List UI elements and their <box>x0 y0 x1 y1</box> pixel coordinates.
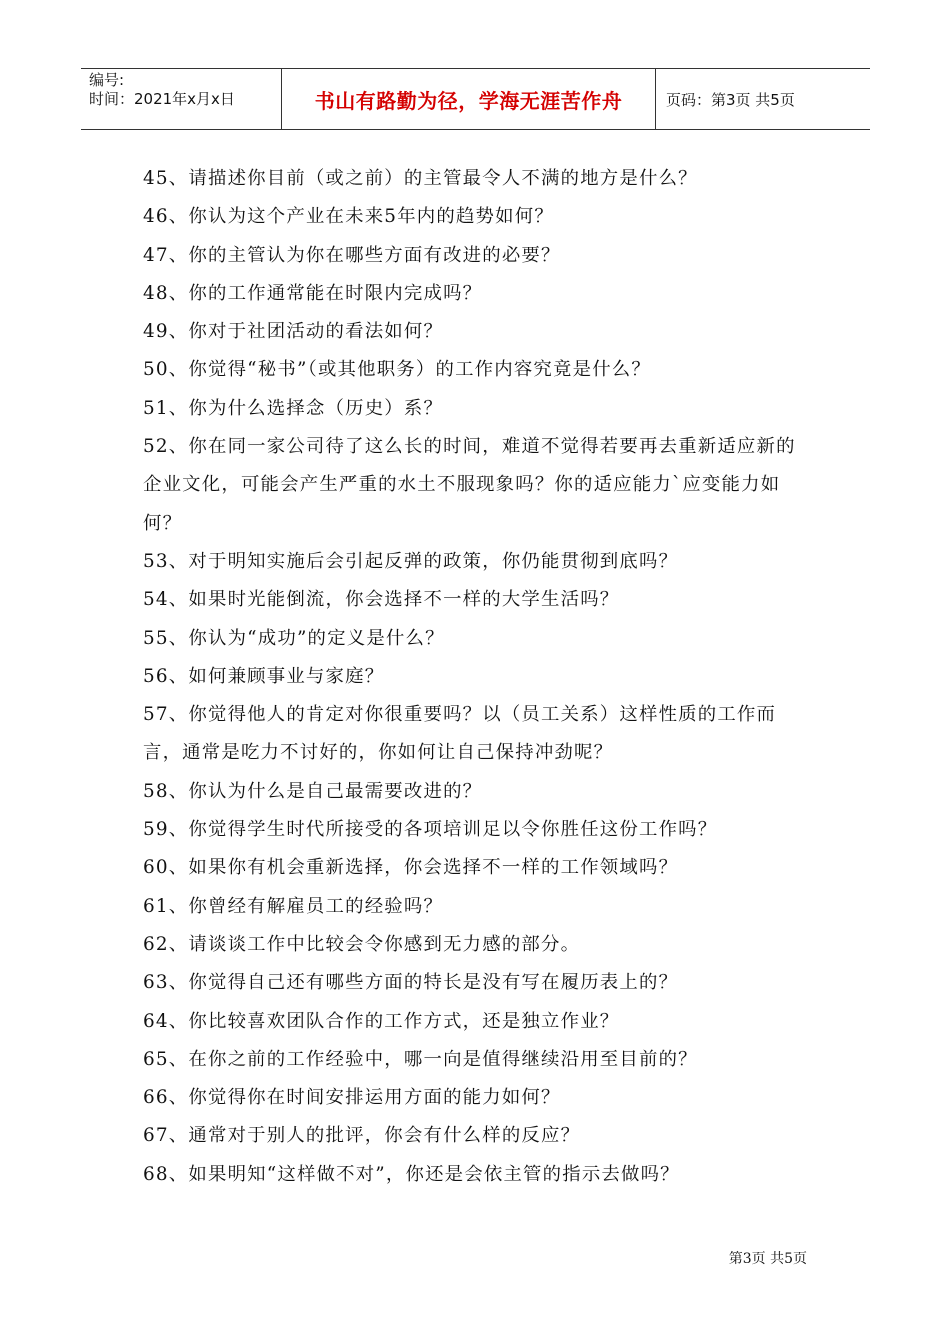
page-header <box>81 68 870 130</box>
question-item: 56、如何兼顾事业与家庭？ <box>143 665 385 687</box>
question-item: 49、你对于社团活动的看法如何？ <box>143 321 444 343</box>
question-item: 68、如果明知“这样做不对”，你还是会依主管的指示去做吗？ <box>143 1163 680 1185</box>
question-item: 63、你觉得自己还有哪些方面的特长是没有写在履历表上的？ <box>143 972 679 994</box>
question-item: 52、你在同一家公司待了这么长的时间，难道不觉得若要再去重新适应新的企业文化，可能会产生严重的水土不服现象吗？你的适应能力`应变能力如何？ <box>143 436 796 534</box>
question-item: 61、你曾经有解雇员工的经验吗？ <box>143 895 444 917</box>
question-item: 65、在你之前的工作经验中，哪一向是值得继续沿用至目前的？ <box>143 1048 698 1070</box>
question-item: 66、你觉得你在时间安排运用方面的能力如何？ <box>143 1087 561 1109</box>
document-number-label: 编号: <box>89 71 125 89</box>
question-item: 53、对于明知实施后会引起反弹的政策，你仍能贯彻到底吗？ <box>143 550 679 572</box>
question-item: 48、你的工作通常能在时限内完成吗？ <box>143 282 483 304</box>
question-item: 59、你觉得学生时代所接受的各项培训足以令你胜任这份工作吗？ <box>143 819 718 841</box>
question-item: 51、你为什么选择念（历史）系？ <box>143 397 444 419</box>
question-list <box>143 160 815 1194</box>
question-item: 55、你认为“成功”的定义是什么？ <box>143 627 445 649</box>
question-item: 46、你认为这个产业在未来5年内的趋势如何？ <box>143 206 554 228</box>
question-item: 54、如果时光能倒流，你会选择不一样的大学生活吗？ <box>143 589 620 611</box>
question-item: 60、如果你有机会重新选择，你会选择不一样的工作领域吗？ <box>143 857 679 879</box>
question-item: 45、请描述你目前（或之前）的主管最令人不满的地方是什么？ <box>143 168 698 189</box>
page-footer: 第3页 共5页 <box>728 1251 807 1267</box>
document-date: 时间：2021年x月x日 <box>89 90 235 108</box>
header-page-info: 页码：第3页 共5页 <box>666 90 795 109</box>
header-meta <box>81 69 282 129</box>
question-item: 67、通常对于别人的批评，你会有什么样的反应？ <box>143 1125 581 1147</box>
question-item: 57、你觉得他人的肯定对你很重要吗？以（员工关系）这样性质的工作而言，通常是吃力不讨好的，你如何让自己保持冲劲呢？ <box>143 704 777 764</box>
header-motto: 书山有路勤为径，学海无涯苦作舟 <box>282 69 656 129</box>
question-item: 58、你认为什么是自己最需要改进的？ <box>143 780 483 802</box>
question-item: 47、你的主管认为你在哪些方面有改进的必要？ <box>143 244 561 266</box>
question-item: 64、你比较喜欢团队合作的工作方式，还是独立作业？ <box>143 1010 620 1032</box>
question-item: 50、你觉得“秘书”（或其他职务）的工作内容究竟是什么？ <box>143 359 651 381</box>
question-item: 62、请谈谈工作中比较会令你感到无力感的部分。 <box>143 933 581 955</box>
